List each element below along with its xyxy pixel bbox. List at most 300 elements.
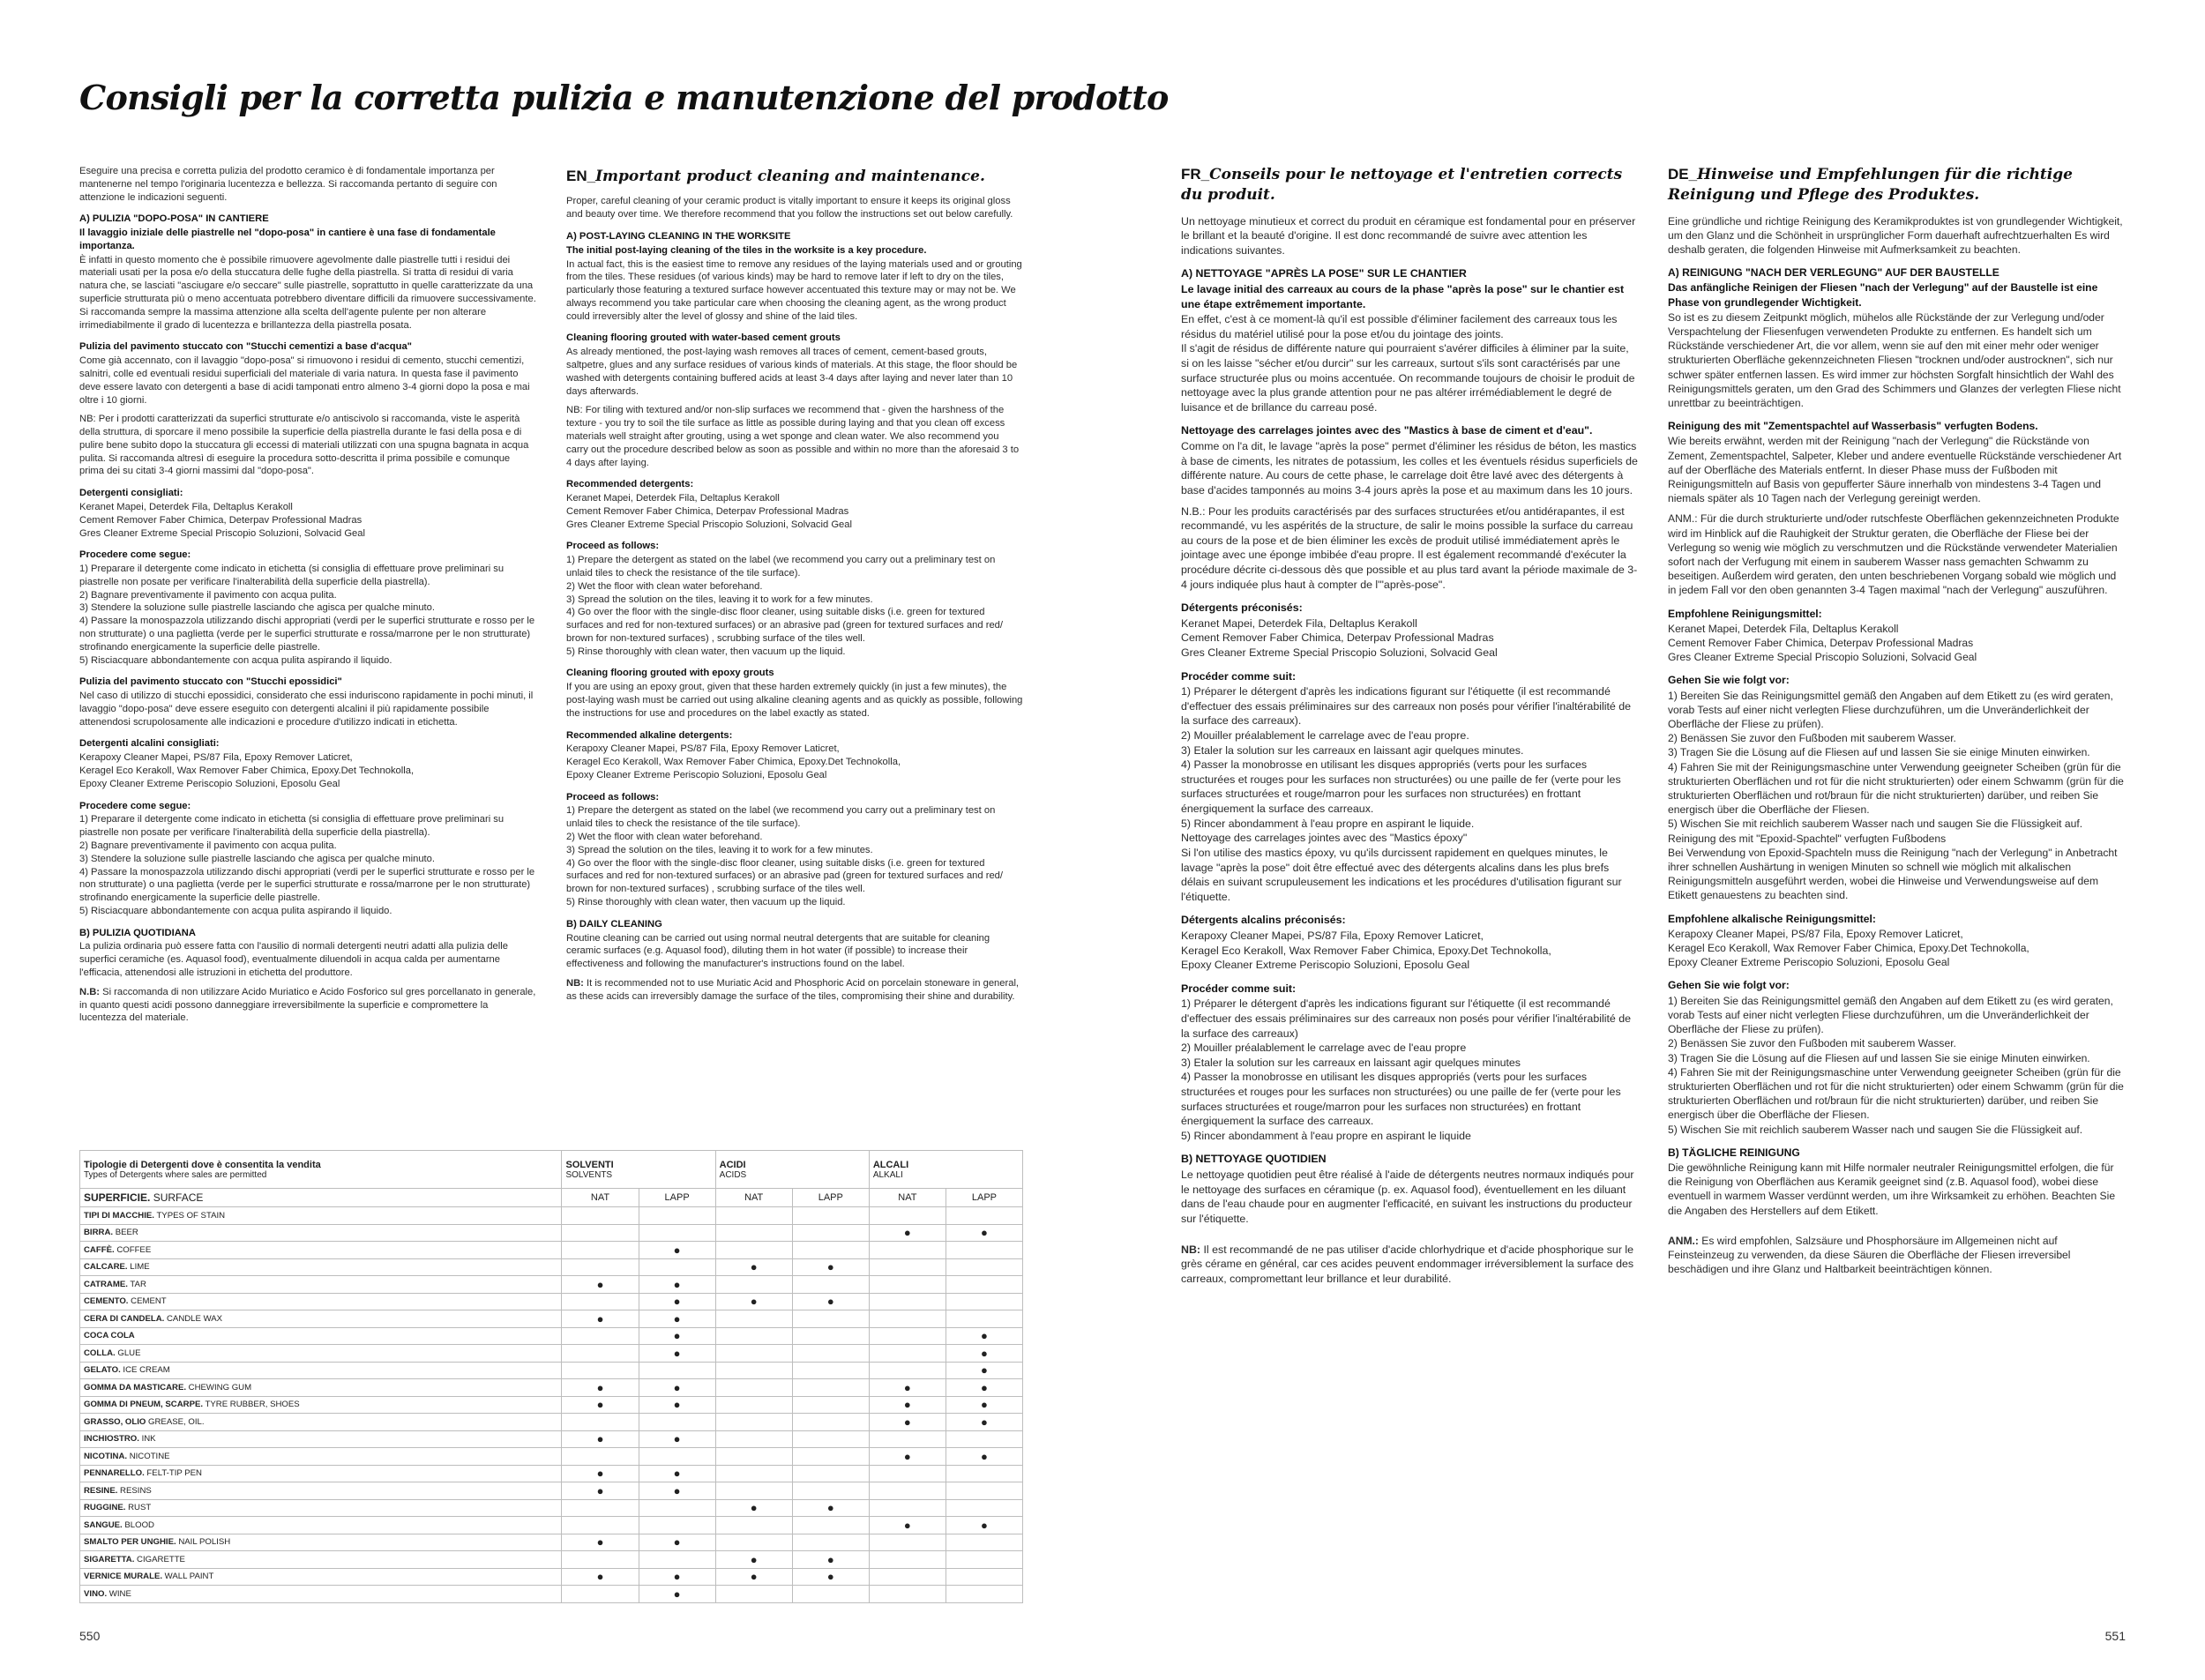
en-detergents-title: Recommended detergents:	[566, 479, 694, 490]
fr-title: Conseils pour le nettoyage et l'entretien corrects du produit.	[1181, 166, 1623, 204]
allowed-dot-icon: ●	[562, 1430, 639, 1448]
it-final-note	[79, 986, 536, 1025]
de-procedure-2-steps: 1) Bereiten Sie das Reinigungsmittel gemäß den Angaben auf dem Etikett zu (es wird geraten, vorab Tests auf einer nicht verlegten Fliese durchzuführen, um die Unveränderlichkeit der Oberfläche der Fliese zu prüfen). 2) Benässen Sie zuvor den Fußboden mit sauberem Wasser. 3) Tragen Sie die Lösung auf die Fliesen auf und lassen Sie sie einige Minuten einwirken. 4) Fahren Sie mit der Reinigungsmaschine unter Verwendung geeigneter Scheiben (grün für die strukturierten Oberflächen und rot für die nicht strukturierten) oder einem Schwamm (grün für die strukturierten Oberflächen und rot/braun für die nicht strukturierten) darüber, und reiben Sie energisch über die Oberfläche der Fliesen. 5) Wischen Sie mit reichlich sauberem Wasser nach und saugen Sie die Flüssigkeit auf.	[1668, 994, 2124, 1136]
allowed-dot-icon: ●	[869, 1379, 946, 1397]
empty-cell	[639, 1414, 715, 1431]
fr-procedure-title: Procéder comme suit:	[1181, 669, 1297, 683]
allowed-dot-icon: ●	[715, 1258, 792, 1276]
fr-section-a-body: En effet, c'est à ce moment-là qu'il est possible d'éliminer facilement des carreaux tous les résidus du matériel utilisé pour la pose et/ou du jointage des joints. Il s'agit de résidus de différente nature qui pourraient s'avérer difficiles à éliminer par la suite, si on les laisse "sécher et/ou durcir" sur les carreaux, surtout s'ils sont caractérisés par une surface structurée plus ou moins accentuée. On recommande toujours de choisir le produit de nettoyage avec la plus grande attention pour ne pas altérer irrémédiablement le degré de luisance et de brillance du carreau posé.	[1181, 313, 1635, 414]
table-row	[80, 1310, 1023, 1328]
table-row	[80, 1327, 1023, 1345]
empty-cell	[715, 1224, 792, 1242]
empty-cell	[792, 1207, 869, 1225]
empty-cell	[946, 1499, 1022, 1517]
stain-label	[80, 1207, 562, 1225]
empty-cell	[639, 1499, 715, 1517]
empty-cell	[639, 1362, 715, 1379]
stain-label-it: SMALTO PER UNGHIE.	[84, 1537, 176, 1548]
en-nb-note: NB: For tiling with textured and/or non-slip surfaces we recommend that - given the harshness of the texture - you try to soil the tile surface as little as possible during laying and that you clean off excess materials well straight after grouting, using a wet sponge and clean water. We also recommend you carry out the procedure described below as soon as possible and within no more than the aforesaid 3 to 4 days after laying.	[566, 405, 1020, 468]
allowed-dot-icon: ●	[792, 1258, 869, 1276]
allowed-dot-icon: ●	[562, 1465, 639, 1482]
allowed-dot-icon: ●	[869, 1517, 946, 1534]
it-section-b-title: B) PULIZIA QUOTIDIANA	[79, 927, 196, 938]
allowed-dot-icon: ●	[639, 1327, 715, 1345]
stain-label	[80, 1430, 562, 1448]
de-procedure-title: Gehen Sie wie folgt vor:	[1668, 674, 1790, 687]
en-procedure-title: Proceed as follows:	[566, 541, 660, 552]
table-group-solvents	[562, 1151, 715, 1189]
stain-label	[80, 1586, 562, 1603]
empty-cell	[946, 1430, 1022, 1448]
empty-cell	[715, 1517, 792, 1534]
stain-label-en: GREASE, OIL.	[146, 1416, 205, 1427]
en-prefix: EN_	[566, 168, 596, 184]
stain-label-en: RUST	[125, 1503, 152, 1513]
page-number-right: 551	[2104, 1629, 2126, 1643]
empty-cell	[562, 1499, 639, 1517]
de-procedure-steps: 1) Bereiten Sie das Reinigungsmittel gemäß den Angaben auf dem Etikett zu (es wird geraten, vorab Tests auf einer nicht verlegten Fliese durchzuführen, um die Unveränderlichkeit der Oberfläche der Fliese zu prüfen). 2) Benässen Sie zuvor den Fußboden mit sauberem Wasser. 3) Tragen Sie die Lösung auf die Fliesen auf und lassen Sie sie einige Minuten einwirken. 4) Fahren Sie mit der Reinigungsmaschine unter Verwendung geeigneter Scheiben (grün für die strukturierten Oberflächen und rot für die nicht strukturierten) oder einem Schwamm (grün für die strukturierten Oberflächen und rot/braun für die nicht strukturierten) darüber, und reiben Sie energisch über die Oberfläche der Fliesen. 5) Wischen Sie mit reichlich sauberem Wasser nach und saugen Sie die Flüssigkeit auf. Reinigung des mit "Epoxid-Spachtel" verfugten Fußbodens Bei Verwendung von Epoxid-Spachteln muss die Reinigung "nach der Verlegung" in Anbetracht ihrer schnellen Aushärtung in wenigen Minuten so schnell wie möglich mit alkalischen Reinigungsmitteln ausgeführt werden, wobei die Hinweise und Verwendungsweise auf dem Etikett genauestens zu beachten sind.	[1668, 689, 2124, 902]
stain-label-it: CATRAME.	[84, 1279, 128, 1289]
stain-label	[80, 1482, 562, 1500]
de-section-b-body: Die gewöhnliche Reinigung kann mit Hilfe normaler neutraler Reinigungsmittel erfolgen, die für die Reinigung von Oberflächen aus Keramik geeignet sind (z.B. Aquasol food), wobei diese eventuell in warmem Wasser verdünnt werden, um ihre Wirksamkeit zu erhöhen. Beachten Sie die Angaben des Herstellers auf dem Etikett.	[1668, 1161, 2116, 1217]
it-cement-body: Come già accennato, con il lavaggio "dopo-posa" si rimuovono i residui di cemento, stucchi cementizi, salnitri, colle ed eventuali residui superficiali del materiale di varia natura. In questa fase il pavimento deve essere lavato con detergenti a base di acidi tamponati entro almeno 3-4 giorni dopo la posa e mai oltre i 10 giorni.	[79, 355, 530, 406]
empty-cell	[946, 1586, 1022, 1603]
stain-label-it: RESINE.	[84, 1485, 118, 1496]
stain-label-it: GELATO.	[84, 1365, 121, 1376]
it-detergents-title: Detergenti consigliati:	[79, 488, 183, 499]
stain-label-en: FELT-TIP PEN	[144, 1468, 202, 1479]
empty-cell	[715, 1414, 792, 1431]
it-cement-title: Pulizia del pavimento stuccato con "Stucchi cementizi a base d'acqua"	[79, 341, 412, 353]
de-section-b-title: B) TÄGLICHE REINIGUNG	[1668, 1146, 1800, 1159]
empty-cell	[869, 1293, 946, 1310]
detergent-table	[79, 1150, 1023, 1603]
stain-label-it: SANGUE.	[84, 1519, 123, 1530]
stain-label	[80, 1517, 562, 1534]
german-column	[1668, 165, 2125, 1282]
empty-cell	[792, 1276, 869, 1294]
empty-cell	[792, 1465, 869, 1482]
stain-label-en: INK	[138, 1434, 156, 1445]
group-alkali-label: ALCALI	[872, 1159, 909, 1170]
empty-cell	[792, 1379, 869, 1397]
en-title: Important product cleaning and maintenance.	[595, 168, 985, 185]
fr-prefix: FR_	[1181, 166, 1210, 183]
empty-cell	[562, 1586, 639, 1603]
en-section-b-title: B) DAILY CLEANING	[566, 918, 662, 930]
stain-label-en: LIME	[127, 1262, 150, 1273]
it-epoxy-title: Pulizia del pavimento stuccato con "Stucchi epossidici"	[79, 676, 342, 688]
it-final-note-text: Si raccomanda di non utilizzare Acido Muriatico e Acido Fosforico sul gres porcellanato in generale, in quanto questi acidi possono danneggiare irreversibilmente la superficie e compromettere la lucentezza del materiale.	[79, 986, 536, 1024]
allowed-dot-icon: ●	[639, 1534, 715, 1551]
empty-cell	[869, 1551, 946, 1569]
surface-type-solvents-lapp: LAPP	[639, 1189, 715, 1207]
stain-label-it: VERNICE MURALE.	[84, 1572, 163, 1582]
it-intro: Eseguire una precisa e corretta pulizia del prodotto ceramico è di fondamentale importanza per mantenerne nel tempo l'originaria lucentezza e bellezza. Si raccomanda pertanto di seguire con attenzione le indicazioni seguenti.	[79, 166, 497, 203]
stain-label-en: TYPES OF STAIN	[153, 1210, 226, 1221]
stain-label	[80, 1534, 562, 1551]
en-procedure-steps: 1) Prepare the detergent as stated on the label (we recommend you carry out a preliminary test on unlaid tiles to check the resistance of the tile surface). 2) Wet the floor with clean water beforehand. 3) Spread the solution on the tiles, leaving it to work for a few minutes. 4) Go over the floor with the single-disc floor cleaner, using suitable disks (i.e. green for textured surfaces and red for non-textured surfaces) or an abrasive pad (green for textured surfaces and red/ brown for non-textured surfaces) , scrubbing surface of the tiles well. 5) Rinse thoroughly with clean water, then vacuum up the liquid.	[566, 555, 1004, 657]
allowed-dot-icon: ●	[869, 1448, 946, 1466]
en-section-a-title: A) POST-LAYING CLEANING IN THE WORKSITE	[566, 231, 791, 242]
empty-cell	[715, 1276, 792, 1294]
stain-label	[80, 1499, 562, 1517]
allowed-dot-icon: ●	[639, 1242, 715, 1259]
allowed-dot-icon: ●	[639, 1379, 715, 1397]
allowed-dot-icon: ●	[639, 1293, 715, 1310]
stain-label-it: CALCARE.	[84, 1262, 128, 1273]
allowed-dot-icon: ●	[639, 1310, 715, 1328]
fr-section-b-body: Le nettoyage quotidien peut être réalisé à l'aide de détergents neutres normaux indiqués pour le nettoyage des surfaces en céramique (p. ex. Aquasol food), éventuellement en les diluant dans de l'eau chaude pour en augmenter l'efficacité, en suivant les instructions du producteur sur l'étiquette.	[1181, 1169, 1634, 1225]
it-section-a-title: A) PULIZIA "DOPO-POSA" IN CANTIERE	[79, 213, 269, 225]
de-nb-note: ANM.: Für die durch strukturierte und/oder rutschfeste Oberflächen gekennzeichneten Produkte wird im Hinblick auf die Rauhigkeit der Struktur geraten, die Oberfläche der Fliese bei der Verlegung so wenig wie möglich zu verschmutzen und die Rückstände verwendeter Materialien sofort nach der Verfugung mit einem in sauberem Wasser nass gemachten Schwamm zu beseitigen. Außerdem wird geraten, den unten beschriebenen Vorgang sobald wie möglich und in jedem Fall vor den oben genannten 3-4 Tagen maximal "nach der Verlegung" auszuführen.	[1668, 512, 2119, 597]
de-cement-title: Reinigung des mit "Zementspachtel auf Wasserbasis" verfugten Bodens.	[1668, 420, 2038, 433]
stain-label-it: GOMMA DA MASTICARE.	[84, 1382, 187, 1393]
fr-section-a-subtitle: Le lavage initial des carreaux au cours de la phase "après la pose" sur le chantier est une étape extrêmement importante.	[1181, 282, 1625, 310]
en-detergents-list: Keranet Mapei, Deterdek Fila, Deltaplus Kerakoll Cement Remover Faber Chimica, Deterpav Professional Madras Gres Cleaner Extreme Special Priscopio Soluzioni, Solvacid Geal	[566, 493, 852, 530]
empty-cell	[792, 1396, 869, 1414]
allowed-dot-icon: ●	[715, 1568, 792, 1586]
empty-cell	[639, 1207, 715, 1225]
empty-cell	[639, 1224, 715, 1242]
surface-type-alkali-lapp: LAPP	[946, 1189, 1022, 1207]
stain-label	[80, 1258, 562, 1276]
stain-label	[80, 1448, 562, 1466]
empty-cell	[946, 1258, 1022, 1276]
table-row	[80, 1224, 1023, 1242]
italian-column	[79, 165, 536, 1031]
empty-cell	[869, 1499, 946, 1517]
empty-cell	[562, 1207, 639, 1225]
page-number-left: 550	[79, 1629, 101, 1643]
fr-final-note-text: Il est recommandé de ne pas utiliser d'acide chlorhydrique et d'acide phosphorique sur le grès cérame en général, car ces acides peuvent endommager irréversiblement la surface des carreaux, compromettant leur brillance et leur durabilité.	[1181, 1243, 1634, 1285]
stain-label-en: BLOOD	[122, 1519, 154, 1530]
table-row	[80, 1586, 1023, 1603]
allowed-dot-icon: ●	[639, 1430, 715, 1448]
stain-label	[80, 1551, 562, 1569]
table-row	[80, 1414, 1023, 1431]
empty-cell	[792, 1448, 869, 1466]
empty-cell	[562, 1327, 639, 1345]
de-final-note-text: Es wird empfohlen, Salzsäure und Phosphorsäure im Allgemeinen nicht auf Feinsteinzeug zu verwenden, da diese Säuren die Oberfläche der Fliesen irreversibel beschädigen und ihre Glanz und Haltbarkeit beeinträchtigen können.	[1668, 1234, 2071, 1276]
de-alkaline-detergents-title: Empfohlene alkalische Reinigungsmittel:	[1668, 912, 1876, 925]
empty-cell	[946, 1534, 1022, 1551]
empty-cell	[562, 1242, 639, 1259]
empty-cell	[946, 1310, 1022, 1328]
allowed-dot-icon: ●	[792, 1293, 869, 1310]
fr-intro: Un nettoyage minutieux et correct du produit en céramique est fondamental pour en préserver le brillant et la beauté d'origine. Il est donc recommandé de suivre avec attention les indications suivantes.	[1181, 214, 1636, 257]
group-acids-sublabel: ACIDS	[719, 1169, 747, 1180]
en-section-b-body: Routine cleaning can be carried out using normal neutral detergents that are suitable for cleaning ceramic surfaces (e.g. Aquasol food), diluting them in hot water (if possible) to increase their effectiveness and following the manufacturer's instructions found on the label.	[566, 932, 990, 970]
table-row	[80, 1551, 1023, 1569]
empty-cell	[869, 1327, 946, 1345]
en-final-note-text: It is recommended not to use Muriatic Acid and Phosphoric Acid on porcelain stoneware in general, as these acids can irreversibly damage the surface of the tiles, compromising their shine and durability.	[566, 977, 1020, 1002]
empty-cell	[639, 1258, 715, 1276]
table-surface-row	[80, 1189, 1023, 1207]
empty-cell	[792, 1534, 869, 1551]
allowed-dot-icon: ●	[715, 1499, 792, 1517]
de-procedure-2-title: Gehen Sie wie folgt vor:	[1668, 979, 1790, 992]
english-column	[566, 165, 1023, 1009]
allowed-dot-icon: ●	[946, 1362, 1022, 1379]
fr-detergents-list: Keranet Mapei, Deterdek Fila, Deltaplus Kerakoll Cement Remover Faber Chimica, Deterpav Professional Madras Gres Cleaner Extreme Special Priscopio Soluzioni, Solvacid Geal	[1181, 616, 1498, 659]
table-group-acids	[715, 1151, 869, 1189]
empty-cell	[869, 1258, 946, 1276]
it-procedure-2-title: Procedere come segue:	[79, 800, 191, 811]
stain-label-it: GRASSO, OLIO	[84, 1416, 146, 1427]
en-procedure-2-title: Proceed as follows:	[566, 791, 660, 803]
it-alkaline-detergents-list: Kerapoxy Cleaner Mapei, PS/87 Fila, Epoxy Remover Laticret, Keragel Eco Kerakoll, Wax Remover Faber Chimica, Epoxy.Det Technokolla, Epoxy Cleaner Extreme Periscopio Soluzioni, Eposolu Geal	[79, 752, 415, 789]
empty-cell	[562, 1293, 639, 1310]
allowed-dot-icon: ●	[946, 1448, 1022, 1466]
empty-cell	[946, 1465, 1022, 1482]
empty-cell	[946, 1207, 1022, 1225]
fr-procedure-2-title: Procéder comme suit:	[1181, 982, 1297, 995]
surface-label	[80, 1189, 562, 1207]
empty-cell	[869, 1482, 946, 1500]
stain-label-en: CIGARETTE	[134, 1554, 185, 1564]
stain-label-en: CEMENT	[128, 1296, 167, 1307]
stain-label	[80, 1568, 562, 1586]
empty-cell	[869, 1207, 946, 1225]
table-row	[80, 1345, 1023, 1363]
de-section-a-body: So ist es zu diesem Zeitpunkt möglich, mühelos alle Rückstände der zur Verlegung und/oder Verspachtelung der Fliesenfugen verwendeten Produkte zu entfernen. Es handelt sich um Rückstände verschiedener Art, die vor allem, wenn sie auf den mit einer mehr oder weniger strukturierten Oberfläche gekennzeichneten Fliesen "trocknen und/oder austrocknen", sich nur schwer später entfernen lassen. Es wird immer zur höchsten Sorgfalt hinsichtlich der Wahl des Reinigungsmittels geraten, um den Grad des Schimmers und Glanzes der verlegten Fliese nicht unrettbar zu beeinträchtigen.	[1668, 310, 2121, 409]
empty-cell	[715, 1482, 792, 1500]
fr-final-note	[1181, 1243, 1638, 1287]
stain-label-it: CEMENTO.	[84, 1296, 129, 1307]
stain-label	[80, 1276, 562, 1294]
empty-cell	[792, 1224, 869, 1242]
empty-cell	[946, 1293, 1022, 1310]
table-row	[80, 1293, 1023, 1310]
fr-procedure-2-steps: 1) Préparer le détergent d'après les indications figurant sur l'étiquette (il est recommandé d'effectuer des essais préliminaires sur des carreaux non posés pour vérifier l'inaltérabilité de la surface des carreaux) 2) Mouiller préalablement le carrelage avec de l'eau propre 3) Etaler la solution sur les carreaux en laissant agir quelques minutes 4) Passer la monobrosse en utilisant les disques appropriés (verts pour les surfaces structurées et rouges pour les surfaces non structurées) ou une paille de fer (verte pour les surfaces structurées et rouge/marron pour les surfaces non structurées) en frottant énergiquement la surface des carreaux. 5) Rincer abondamment à l'eau propre en aspirant le liquide	[1181, 997, 1632, 1142]
stain-label-it: TIPI DI MACCHIE.	[84, 1210, 154, 1221]
empty-cell	[715, 1207, 792, 1225]
en-section-heading	[566, 167, 1023, 186]
stain-label	[80, 1327, 562, 1345]
allowed-dot-icon: ●	[869, 1224, 946, 1242]
stain-label-it: VINO.	[84, 1588, 108, 1599]
table-row	[80, 1448, 1023, 1466]
stain-label-it: RUGGINE.	[84, 1503, 126, 1513]
it-epoxy-body: Nel caso di utilizzo di stucchi epossidici, considerato che essi induriscono rapidamente in pochi minuti, il lavaggio "dopo-posa" deve essere eseguito con detergenti alcalini il più rapidamente possibile attenendosi scrupolosamente alle indicazioni e procedure d'utilizzo indicati in etichetta.	[79, 691, 534, 728]
en-intro: Proper, careful cleaning of your ceramic product is vitally important to ensure it keeps its original gloss and beauty over time. We therefore recommend that you follow the instructions set out below carefully.	[566, 196, 1013, 220]
allowed-dot-icon: ●	[562, 1276, 639, 1294]
allowed-dot-icon: ●	[946, 1379, 1022, 1397]
empty-cell	[562, 1448, 639, 1466]
allowed-dot-icon: ●	[946, 1414, 1022, 1431]
allowed-dot-icon: ●	[562, 1396, 639, 1414]
empty-cell	[715, 1465, 792, 1482]
table-row	[80, 1362, 1023, 1379]
stain-label	[80, 1465, 562, 1482]
stain-label	[80, 1242, 562, 1259]
de-intro: Eine gründliche und richtige Reinigung des Keramikproduktes ist von grundlegender Wichtigkeit, um den Glanz und die Schönheit in ursprünglicher Form dauerhaft aufrechtzuerhalten Es wird deshalb geraten, die folgenden Hinweise mit Aufmerksamkeit zu beachten.	[1668, 214, 2123, 256]
it-alkaline-detergents-title: Detergenti alcalini consigliati:	[79, 738, 220, 750]
stain-label-it: INCHIOSTRO.	[84, 1434, 139, 1445]
it-section-a-body: È infatti in questo momento che è possibile rimuovere agevolmente dalle piastrelle tutti i residui dei materiali usati per la posa e/o della stuccatura delle fughe della piastrella. Si tratta di residui di varia natura che, se lasciati "asciugare e/o seccare" sulle piastrelle, soprattutto in quelle caratterizzate da una superficie strutturata più o meno accentuata potrebbero diventare difficili da rimuovere successivamente. Si raccomanda sempre la massima attenzione alla scelta dell'agente pulente per non alterare irrimediabilmente il grado di lucentezza e brillantezza della piastrella posata.	[79, 254, 536, 331]
empty-cell	[715, 1345, 792, 1363]
it-procedure-2-steps: 1) Preparare il detergente come indicato in etichetta (si consiglia di effettuare prove preliminari su piastrelle non posate per verificare l'inalterabilità della superficie della piastrella). 2) Bagnare preventivamente il pavimento con acqua pulita. 3) Stendere la soluzione sulle piastrelle lasciando che agisca per qualche minuto. 4) Passare la monospazzola utilizzando dischi appropriati (verdi per le superfici strutturate e rosso per le non strutturate) o una paglietta (verde per le superfici strutturate e rossa/marrone per le non strutturate) strofinando energicamente la superficie delle piastrelle. 5) Risciacquare abbondantemente con acqua pulita aspirando il liquido.	[79, 814, 535, 916]
stain-label-en: CANDLE WAX	[164, 1313, 223, 1324]
table-row	[80, 1499, 1023, 1517]
de-prefix: DE_	[1668, 166, 1698, 183]
empty-cell	[946, 1551, 1022, 1569]
empty-cell	[562, 1345, 639, 1363]
group-acids-label: ACIDI	[719, 1159, 746, 1170]
table-row	[80, 1379, 1023, 1397]
empty-cell	[946, 1482, 1022, 1500]
it-detergents-list: Keranet Mapei, Deterdek Fila, Deltaplus Kerakoll Cement Remover Faber Chimica, Deterpav Professional Madras Gres Cleaner Extreme Special Priscopio Soluzioni, Solvacid Geal	[79, 501, 365, 539]
table-row	[80, 1276, 1023, 1294]
surface-label-en: SURFACE	[150, 1191, 204, 1204]
empty-cell	[715, 1586, 792, 1603]
empty-cell	[715, 1327, 792, 1345]
stain-label-en: NAIL POLISH	[176, 1537, 231, 1548]
fr-section-a-title: A) NETTOYAGE "APRÈS LA POSE" SUR LE CHANTIER	[1181, 267, 1467, 280]
group-solvents-label: SOLVENTI	[565, 1159, 614, 1170]
empty-cell	[715, 1430, 792, 1448]
allowed-dot-icon: ●	[946, 1224, 1022, 1242]
stain-label	[80, 1414, 562, 1431]
empty-cell	[715, 1310, 792, 1328]
table-row	[80, 1568, 1023, 1586]
allowed-dot-icon: ●	[639, 1568, 715, 1586]
surface-type-solvents-nat: NAT	[562, 1189, 639, 1207]
table-row	[80, 1517, 1023, 1534]
allowed-dot-icon: ●	[792, 1568, 869, 1586]
de-detergents-title: Empfohlene Reinigungsmittel:	[1668, 607, 1822, 620]
it-section-b-body: La pulizia ordinaria può essere fatta con l'ausilio di normali detergenti neutri adatti alla pulizia delle superfici ceramiche (es. Aquasol food), eventualmente diluendoli in acqua calda per aumentarne l'efficacia, attenendosi alle istruzioni in etichetta del produttore.	[79, 941, 508, 978]
empty-cell	[792, 1310, 869, 1328]
allowed-dot-icon: ●	[639, 1465, 715, 1482]
group-alkali-sublabel: ALKALI	[872, 1169, 903, 1180]
stain-label-it: BIRRA.	[84, 1228, 114, 1238]
surface-type-alkali-nat: NAT	[869, 1189, 946, 1207]
allowed-dot-icon: ●	[792, 1551, 869, 1569]
stain-label	[80, 1293, 562, 1310]
detergent-table-body	[80, 1151, 1023, 1603]
de-final-note	[1668, 1234, 2125, 1277]
table-row	[80, 1430, 1023, 1448]
stain-label-en: TAR	[127, 1279, 146, 1289]
empty-cell	[715, 1448, 792, 1466]
stain-label-en: NICOTINE	[127, 1451, 170, 1461]
de-section-a-title: A) REINIGUNG "NACH DER VERLEGUNG" AUF DER BAUSTELLE	[1668, 266, 1999, 280]
empty-cell	[715, 1379, 792, 1397]
de-section-a-subtitle: Das anfängliche Reinigen der Fliesen "nach der Verlegung" auf der Baustelle ist eine Phase von grundlegender Wichtigkeit.	[1668, 281, 2098, 309]
fr-nb-note: N.B.: Pour les produits caractérisés par des surfaces structurées et/ou antidérapantes, il est recommandé, vu les aspérités de la structure, de salir le moins possible la surface du carreau au cours de la pose et de bien éliminer les excès de produit utilisé immédiatement après le jointage avec une éponge imbibée d'eau propre. Il est également recommandé d'exécuter la procédure décrite ci-dessous dès que possible et au plus tard avant la période maximale de 3-4 jours indiquée plus haut à compter de l'"après-pose".	[1181, 504, 1638, 591]
en-final-note-label: NB:	[566, 977, 584, 989]
allowed-dot-icon: ●	[869, 1414, 946, 1431]
empty-cell	[869, 1242, 946, 1259]
it-section-a-subtitle: Il lavaggio iniziale delle piastrelle nel "dopo-posa" in cantiere è una fase di fondamentale importanza.	[79, 228, 496, 251]
table-row	[80, 1465, 1023, 1482]
it-final-note-label: N.B:	[79, 986, 100, 997]
table-header-title-cell	[80, 1151, 562, 1189]
it-procedure-title: Procedere come segue:	[79, 549, 191, 561]
empty-cell	[715, 1534, 792, 1551]
allowed-dot-icon: ●	[639, 1345, 715, 1363]
stain-label-en: CHEWING GUM	[186, 1382, 252, 1393]
empty-cell	[869, 1430, 946, 1448]
allowed-dot-icon: ●	[639, 1586, 715, 1603]
allowed-dot-icon: ●	[946, 1517, 1022, 1534]
en-section-a-body: In actual fact, this is the easiest time to remove any residues of the laying materials used and or grouting from the tiles. These residues (of various kinds) may be hard to remove later if left to dry on the tiles, particularly those featuring a textured surface however accentuated this texture may or may not be. We always recommend you take particular care when choosing the cleaning agent, as the wrong product could irreversibly alter the level of glossy and shine of the laid tiles.	[566, 258, 1022, 322]
empty-cell	[792, 1242, 869, 1259]
french-column	[1181, 165, 1638, 1292]
empty-cell	[639, 1517, 715, 1534]
stain-label-it: SIGARETTA.	[84, 1554, 135, 1564]
en-cement-title: Cleaning flooring grouted with water-based cement grouts	[566, 332, 841, 344]
empty-cell	[562, 1551, 639, 1569]
empty-cell	[792, 1345, 869, 1363]
stain-label-en: GLUE	[115, 1348, 141, 1358]
empty-cell	[869, 1345, 946, 1363]
stain-label-en: WALL PAINT	[162, 1572, 214, 1582]
empty-cell	[869, 1276, 946, 1294]
table-row	[80, 1396, 1023, 1414]
de-alkaline-detergents-list: Kerapoxy Cleaner Mapei, PS/87 Fila, Epoxy Remover Laticret, Keragel Eco Kerakoll, Wax Remover Faber Chimica, Epoxy.Det Technokolla, Epoxy Cleaner Extreme Periscopio Soluzioni, Eposolu Geal	[1668, 927, 2029, 969]
empty-cell	[792, 1327, 869, 1345]
stain-label-en: BEER	[113, 1228, 138, 1238]
stain-label	[80, 1362, 562, 1379]
fr-detergents-title: Détergents préconisés:	[1181, 601, 1303, 615]
en-section-a-subtitle: The initial post-laying cleaning of the tiles in the worksite is a key procedure.	[566, 244, 927, 256]
allowed-dot-icon: ●	[946, 1327, 1022, 1345]
empty-cell	[869, 1586, 946, 1603]
en-alkaline-detergents-list: Kerapoxy Cleaner Mapei, PS/87 Fila, Epoxy Remover Laticret, Keragel Eco Kerakoll, Wax Remover Faber Chimica, Epoxy.Det Technokolla, Epoxy Cleaner Extreme Periscopio Soluzioni, Eposolu Geal	[566, 743, 901, 780]
de-section-heading	[1668, 165, 2125, 205]
table-header-subtitle: Types of Detergents where sales are permitted	[84, 1169, 267, 1180]
en-epoxy-title: Cleaning flooring grouted with epoxy grouts	[566, 668, 774, 679]
empty-cell	[715, 1362, 792, 1379]
de-final-note-label: ANM.:	[1668, 1234, 1699, 1247]
de-title: Hinweise und Empfehlungen für die richtige Reinigung und Pflege des Produktes.	[1668, 166, 2073, 204]
empty-cell	[869, 1568, 946, 1586]
empty-cell	[792, 1414, 869, 1431]
fr-alkaline-detergents-list: Kerapoxy Cleaner Mapei, PS/87 Fila, Epoxy Remover Laticret, Keragel Eco Kerakoll, Wax Remover Faber Chimica, Epoxy.Det Technokolla, Epoxy Cleaner Extreme Periscopio Soluzioni, Eposolu Geal	[1181, 929, 1551, 972]
empty-cell	[562, 1414, 639, 1431]
allowed-dot-icon: ●	[715, 1293, 792, 1310]
allowed-dot-icon: ●	[562, 1568, 639, 1586]
stain-label-en: COFFEE	[114, 1244, 152, 1255]
stain-label-it: NICOTINA.	[84, 1451, 128, 1461]
empty-cell	[792, 1517, 869, 1534]
empty-cell	[562, 1362, 639, 1379]
empty-cell	[639, 1551, 715, 1569]
surface-type-acids-lapp: LAPP	[792, 1189, 869, 1207]
allowed-dot-icon: ●	[792, 1499, 869, 1517]
empty-cell	[946, 1568, 1022, 1586]
allowed-dot-icon: ●	[869, 1396, 946, 1414]
en-epoxy-body: If you are using an epoxy grout, given that these harden extremely quickly (in just a few minutes), the post-laying wash must be carried out using alkaline cleaning agents and as quickly as possible, following the instructions for use and procedures on the label exactly as stated.	[566, 682, 1023, 719]
table-row	[80, 1242, 1023, 1259]
fr-final-note-label: NB:	[1181, 1243, 1201, 1256]
allowed-dot-icon: ●	[639, 1396, 715, 1414]
table-header-title: Tipologie di Detergenti dove è consentita la vendita	[84, 1159, 321, 1170]
allowed-dot-icon: ●	[562, 1379, 639, 1397]
en-alkaline-detergents-title: Recommended alkaline detergents:	[566, 729, 733, 741]
stain-label	[80, 1379, 562, 1397]
table-row	[80, 1534, 1023, 1551]
stain-label	[80, 1224, 562, 1242]
empty-cell	[792, 1362, 869, 1379]
stain-label-en: ICE CREAM	[120, 1365, 170, 1376]
allowed-dot-icon: ●	[639, 1482, 715, 1500]
empty-cell	[946, 1276, 1022, 1294]
surface-label-it: SUPERFICIE.	[84, 1191, 151, 1204]
